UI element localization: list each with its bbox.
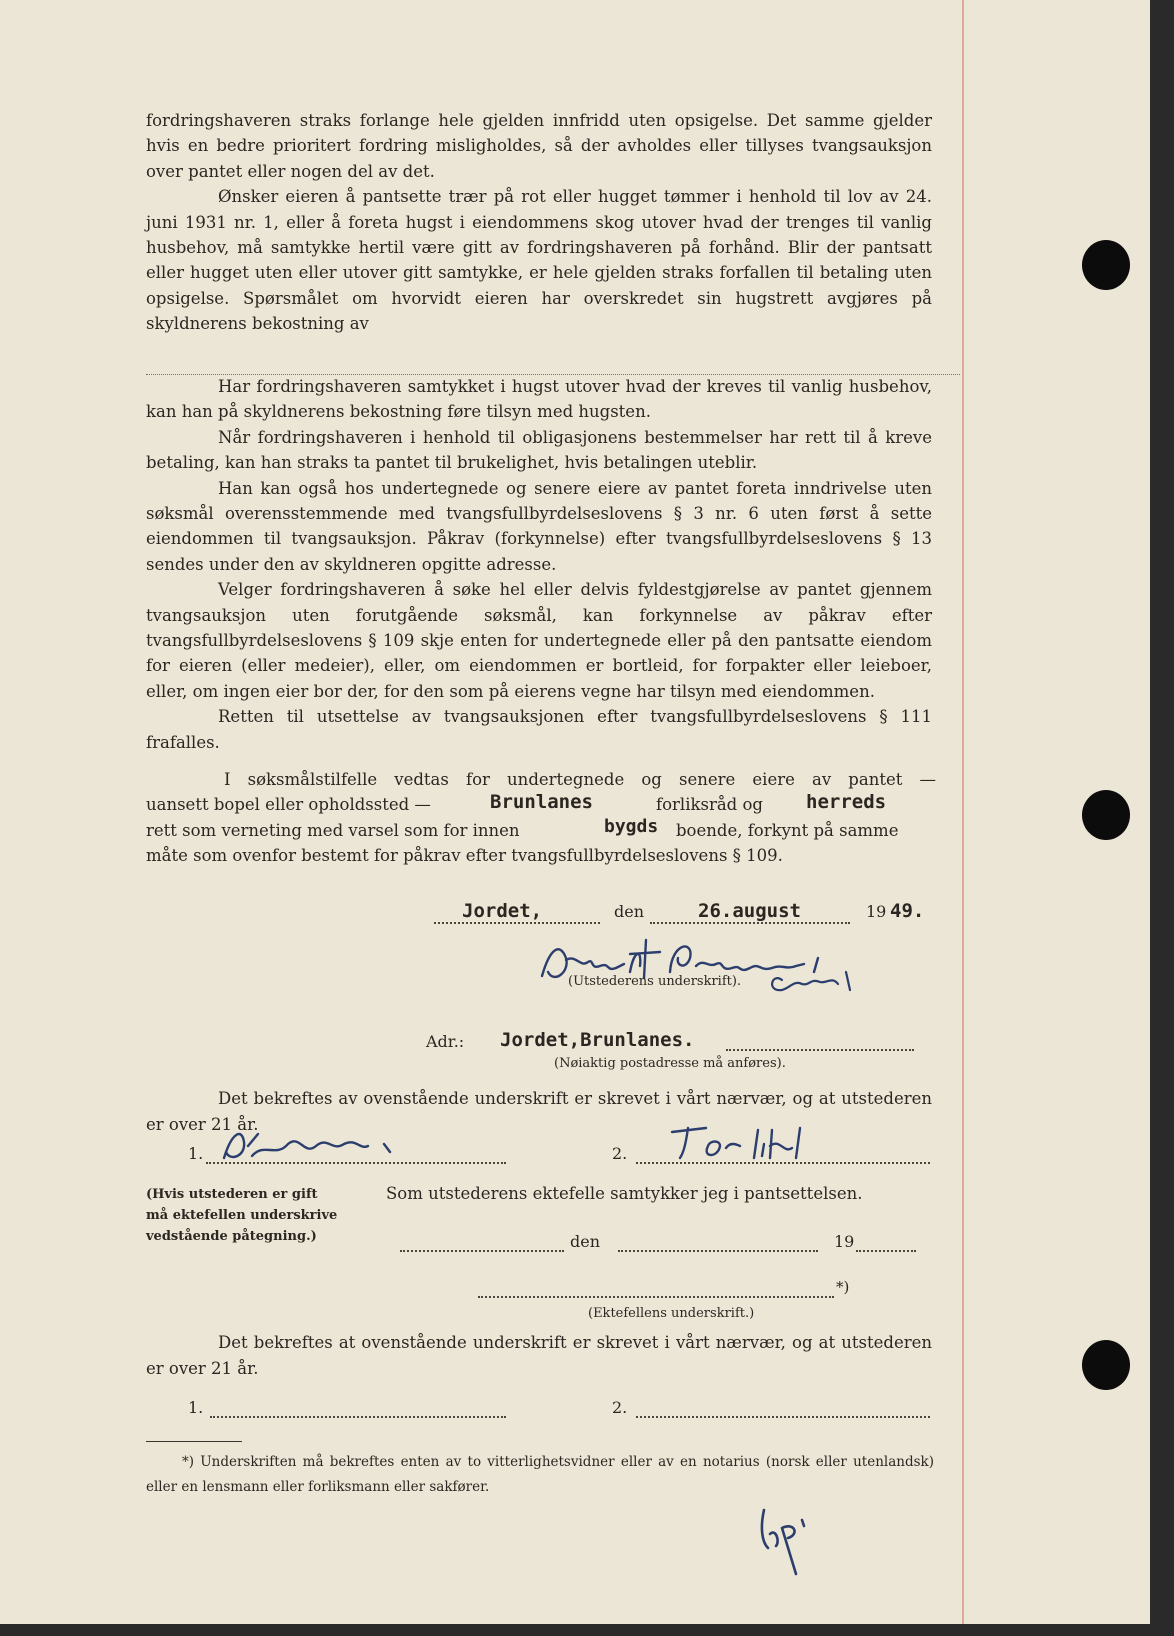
spouse-place-line [400,1250,564,1252]
spouse-year-prefix: 19 [834,1232,855,1251]
typed-court: herreds [806,791,887,813]
spouse-note-line: må ektefellen underskrive [146,1208,338,1223]
dotted-line [726,1049,914,1051]
spouse-consent-text: Som utstederens ektefelle samtykker jeg i pantsettelsen. [386,1184,863,1203]
witness-text-1: Det bekreftes av ovenstående underskrift er skrevet i vårt nærvær, og at utstederen er over 21 år. [146,1089,932,1134]
venue-line-4: måte som ovenfor bestemt for påkrav efter tvangsfullbyrdelseslovens § 109. [146,846,783,865]
footnote-text: *) Underskriften må bekreftes enten av to vitterlighetsvidner eller av en notarius (norsk eller utenlandsk) eller en lensmann eller forliksmann eller sakfører. [146,1454,934,1495]
typed-address: Jordet,Brunlanes. [500,1029,695,1051]
typed-place: Brunlanes [490,791,593,813]
footnote-mark: *) [836,1278,850,1296]
issuer-signature-caption: (Utstederens underskrift). [568,974,742,989]
venue-line-1: I søksmålstilfelle vedtas for undertegnede og senere eiere av pantet — [224,770,936,789]
spouse-note-line: (Hvis utstederen er gift [146,1187,318,1202]
body-text-part2 [146,374,932,755]
typed-date: 26.august [698,900,801,922]
witness-text-2: Det bekreftes at ovenstående underskrift er skrevet i vårt nærvær, og at utstederen er over 21 år. [146,1333,932,1378]
venue-line-2a: uansett bopel eller opholdssted — [146,795,431,814]
punch-hole-icon [1082,1340,1130,1390]
red-margin-line [962,0,964,1624]
spouse-signature-caption: (Ektefellens underskrift.) [588,1306,755,1321]
spouse-note-line: vedstående påtegning.) [146,1229,317,1244]
dotted-line [650,922,850,924]
spouse-year-line [856,1250,916,1252]
typed-place-date: Jordet, [462,900,543,922]
witness-number: 1. [188,1398,204,1417]
den-label: den [614,902,645,921]
paragraph: fordringshaveren straks forlange hele gjelden innfridd uten opsigelse. Det samme gjelder hvis en bedre prioritert fordring misligholdes, så der avholdes eller tillyses tvangsauksjon over pantet eller nogen del av det. [146,111,932,181]
witness-number: 2. [612,1144,628,1163]
paragraph: Har fordringshaveren samtykket i hugst utover hvad der kreves til vanlig husbehov, kan han på skyldnerens bekostning føre tilsyn med hugsten. [146,377,932,422]
venue-line-3a: rett som verneting med varsel som for innen [146,821,520,840]
witness-4-signature-line [636,1416,930,1418]
witness-3-signature-line [210,1416,506,1418]
paragraph: Når fordringshaveren i henhold til obligasjonens bestemmelser har rett til å kreve betaling, kan han straks ta pantet til brukelighet, hvis betalingen uteblir. [146,427,932,473]
spouse-note [146,1184,337,1247]
initials-signature [752,1498,832,1578]
address-label: Adr.: [426,1032,465,1051]
spouse-date-line [618,1250,818,1252]
witness-number: 2. [612,1398,628,1417]
venue-line-2b: forliksråd og [656,795,763,814]
witness-2-signature [660,1118,840,1164]
body-text-part1 [146,108,932,337]
typed-district: bygds [604,816,659,837]
venue-line-3b: boende, forkynt på samme [676,821,899,840]
punch-hole-icon [1082,240,1130,290]
year-prefix: 19 [866,902,887,921]
paragraph: Velger fordringshaveren å søke hel eller delvis fyldestgjørelse av pantet gjennem tvangsauksjon uten forutgående søksmål, kan forkynnelse av påkrav efter tvangsfullbyrdelseslovens § 109 skje enten for undertegnede eller på den pantsatte eiendom for eieren (eller medeier), eller, om eiendommen er bortleid, for forpakter eller leieboer, eller, om ingen eier bor der, for den som på eierens vegne har tilsyn med eiendommen. [146,580,932,701]
paragraph: Han kan også hos undertegnede og senere eiere av pantet foreta inndrivelse uten søksmål overensstemmende med tvangsfullbyrdelseslovens § 3 nr. 6 uten først å sette eiendommen til tvangsauksjon. Påkrav (forkynnelse) efter tvangsfullbyrdelseslovens § 13 sendes under den av skyldneren opgitte adresse. [146,478,932,574]
punch-hole-icon [1082,790,1130,840]
dotted-line [434,922,600,924]
paragraph: Ønsker eieren å pantsette trær på rot eller hugget tømmer i henhold til lov av 24. juni 1931 nr. 1, eller å foreta hugst i eiendommens skog utover hvad der trenges til vanlig husbehov, må samtykke hertil være gitt av fordringshaveren på forhånd. Blir der pantsatt eller hugget uten eller utover gitt samtykke, er hele gjelden straks forfallen til betaling uten opsigelse. Spørsmålet om hvorvidt eieren har overskredet sin hugstrett avgjøres på skyldnerens bekostning av [146,187,932,334]
spouse-den-label: den [570,1232,601,1251]
paragraph: Retten til utsettelse av tvangsauksjonen efter tvangsfullbyrdelseslovens § 111 frafalles. [146,707,932,752]
footnote-rule [146,1441,242,1442]
address-caption: (Nøiaktig postadresse må anføres). [554,1056,786,1071]
witness-number: 1. [188,1144,204,1163]
typed-year: 49. [890,900,925,922]
witness-1-signature [208,1122,468,1168]
spouse-signature-line [478,1296,834,1298]
